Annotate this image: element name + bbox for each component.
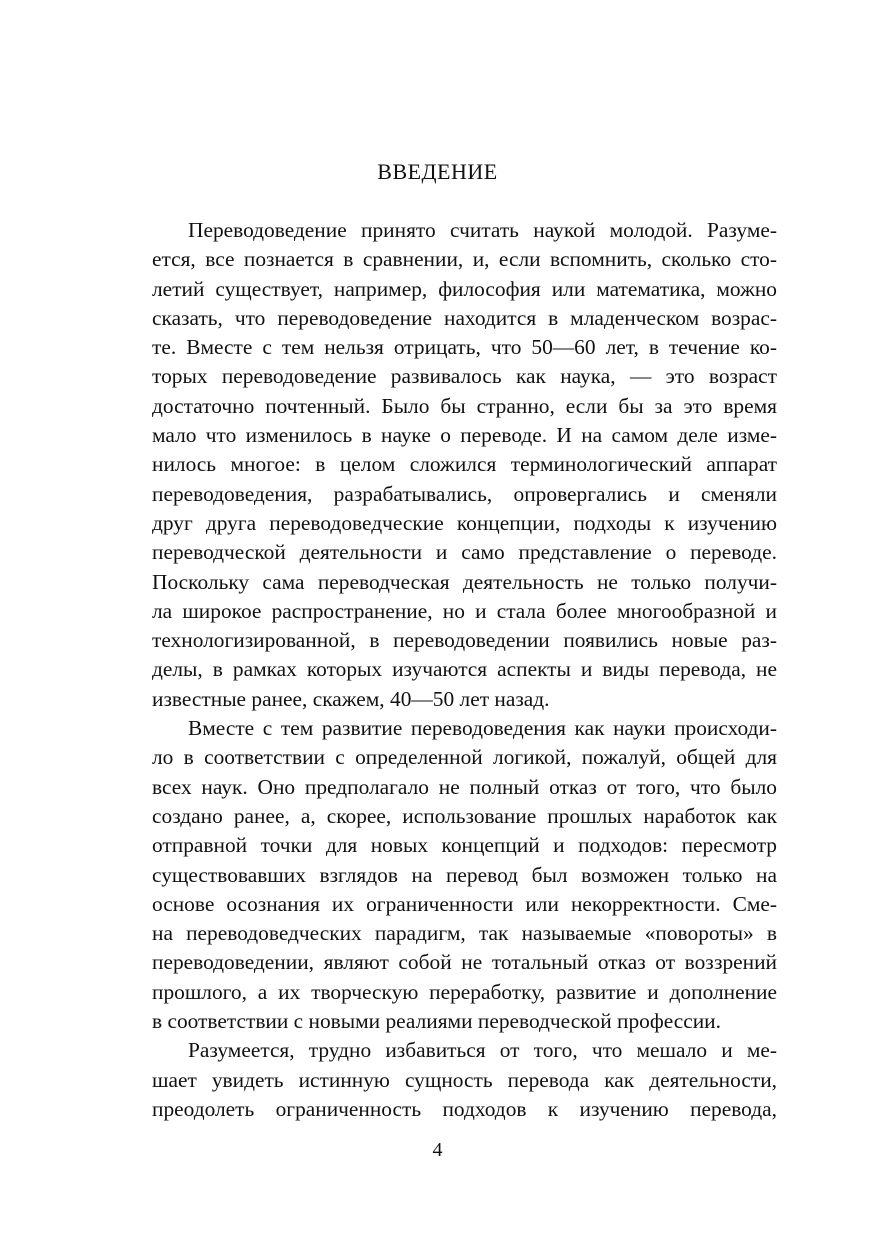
text-line: в соответствии с новыми реалиями переводческой профессии. bbox=[152, 1009, 721, 1034]
text-line: ется, все познается в сравнении, и, если вспомнить, сколько сто- bbox=[152, 247, 777, 272]
text-line: ла широкое распространение, но и стала более многообразной и bbox=[152, 598, 777, 623]
text-line: на переводоведческих парадигм, так называемые «повороты» в bbox=[152, 921, 777, 946]
text-line: преодолеть ограниченность подходов к изучению перевода, bbox=[152, 1096, 777, 1121]
text-line: Поскольку сама переводческая деятельность не только получи- bbox=[152, 569, 777, 594]
text-line: всех наук. Оно предполагало не полный отказ от того, что было bbox=[152, 774, 777, 799]
text-line: достаточно почтенный. Было бы странно, если бы за это время bbox=[152, 393, 777, 418]
text-line: переводческой деятельности и само представление о переводе. bbox=[152, 540, 777, 565]
paragraph-2 bbox=[116, 714, 777, 1036]
text-line: отправной точки для новых концепций и подходов: пересмотр bbox=[152, 833, 777, 858]
text-line: ло в соответствии с определенной логикой, пожалуй, общей для bbox=[152, 745, 777, 770]
text-line: Вместе с тем развитие переводоведения как науки происходи- bbox=[188, 716, 777, 741]
text-line: технологизированной, в переводоведении появились новые раз- bbox=[152, 628, 777, 653]
text-line: друг друга переводоведческие концепции, подходы к изучению bbox=[152, 510, 777, 535]
text-line: Разумеется, трудно избавиться от того, что мешало и ме- bbox=[188, 1038, 777, 1063]
text-line: известные ранее, скажем, 40—50 лет назад. bbox=[152, 686, 550, 711]
text-line: переводоведении, являют собой не тотальный отказ от воззрений bbox=[152, 950, 777, 975]
paragraph-3 bbox=[116, 1036, 777, 1124]
text-line: летий существует, например, философия или математика, можно bbox=[152, 276, 777, 301]
text-line: сказать, что переводоведение находится в младенческом возрас- bbox=[152, 305, 777, 330]
text-line: прошлого, а их творческую переработку, развитие и дополнение bbox=[152, 979, 777, 1004]
text-line: делы, в рамках которых изучаются аспекты и виды перевода, не bbox=[152, 657, 777, 682]
paragraph-1 bbox=[116, 216, 777, 714]
text-line: шает увидеть истинную сущность перевода как деятельности, bbox=[152, 1067, 777, 1092]
text-line: существовавших взглядов на перевод был возможен только на bbox=[152, 862, 777, 887]
text-line: мало что изменилось в науке о переводе. И на самом деле изме- bbox=[152, 423, 777, 448]
text-line: создано ранее, а, скорее, использование прошлых наработок как bbox=[152, 803, 777, 828]
text-line: переводоведения, разрабатывались, опровергались и сменяли bbox=[152, 481, 777, 506]
text-line: основе осознания их ограниченности или некорректности. Сме- bbox=[152, 891, 777, 916]
page-title: ВВЕДЕНИЕ bbox=[377, 159, 498, 184]
text-line: торых переводоведение развивалось как наука, — это возраст bbox=[152, 364, 777, 389]
body-text bbox=[116, 216, 777, 1124]
text-line: нилось многое: в целом сложился терминологический аппарат bbox=[152, 452, 777, 477]
text-line: Переводоведение принято считать наукой молодой. Разуме- bbox=[188, 218, 777, 242]
page-number: 4 bbox=[432, 1139, 443, 1161]
text-line: те. Вместе с тем нельзя отрицать, что 50—60 лет, в течение ко- bbox=[152, 335, 777, 360]
